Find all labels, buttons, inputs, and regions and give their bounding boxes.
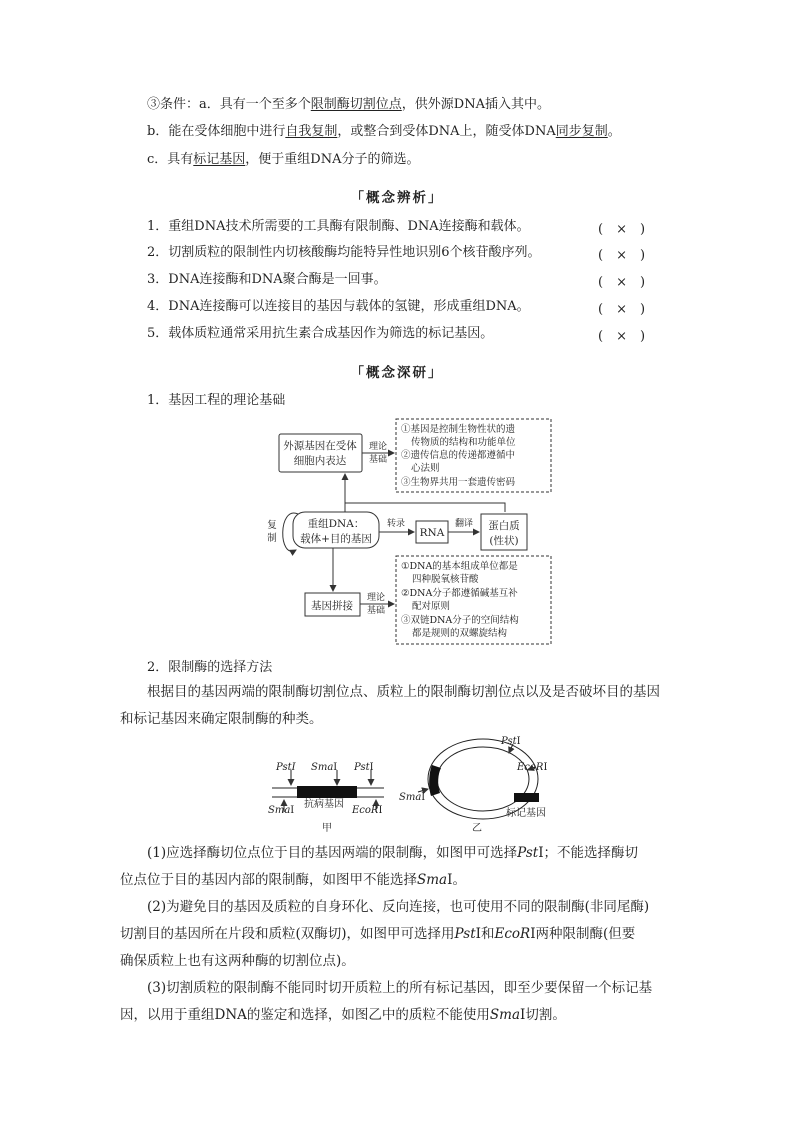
gene-label: 抗病基因 bbox=[304, 799, 344, 810]
condition-c: c．具有标记基因，便于重组DNA分子的筛选。 bbox=[147, 152, 420, 167]
site-ecor: EcoRⅠ bbox=[352, 805, 383, 816]
subheading-method: 2．限制酶的选择方法 bbox=[147, 660, 273, 675]
section-heading-research: 「概念深研」 bbox=[350, 365, 444, 381]
site-pst: PstⅠ bbox=[501, 736, 521, 747]
analysis-mark: ( × ) bbox=[598, 248, 646, 263]
condition-a: ③条件：a．具有一个至多个限制酶切割位点，供外源DNA插入其中。 bbox=[147, 97, 550, 112]
top-note-line: ③生物界共用一套遗传密码 bbox=[401, 477, 516, 488]
figure-label-yi: 乙 bbox=[472, 823, 482, 834]
subheading-theory: 1．基因工程的理论基础 bbox=[147, 393, 286, 408]
bottom-note-line: 四种脱氧核苷酸 bbox=[412, 574, 479, 585]
underlined-term: 限制酶切割位点 bbox=[310, 97, 402, 112]
analysis-item: 1．重组DNA技术所需要的工具酶有限制酶、DNA连接酶和载体。 bbox=[147, 219, 530, 234]
rna-text: RNA bbox=[419, 527, 445, 539]
basis-label: 基础 bbox=[368, 455, 388, 465]
section-heading-analysis: 「概念辨析」 bbox=[350, 190, 444, 206]
transcribe-label: 转录 bbox=[386, 519, 406, 529]
paragraph-2: (2)为避免目的基因及质粒的自身环化、反向连接，也可使用不同的限制酶(非同尾酶) 切割目的基因所在片段和质粒(双酶切)，如图甲可选择用PstⅠ和EcoRⅠ两种限制酶(但要 确保质粒上也有这两种酶的切割位点)。 bbox=[120, 899, 650, 969]
condition-b: b．能在受体细胞中进行自我复制，或整合到受体DNA上，随受体DNA同步复制。 bbox=[147, 124, 621, 139]
site-sma: SmaⅠ bbox=[268, 805, 295, 816]
theory-label: 理论 bbox=[368, 442, 388, 452]
disease-resistance-gene-bar bbox=[297, 786, 357, 798]
analysis-item: 3．DNA连接酶和DNA聚合酶是一回事。 bbox=[147, 272, 387, 287]
analysis-mark: ( × ) bbox=[598, 302, 646, 317]
analysis-mark: ( × ) bbox=[598, 222, 646, 237]
translate-label: 翻译 bbox=[454, 519, 474, 529]
intro-paragraph bbox=[120, 679, 675, 733]
underlined-term: 自我复制 bbox=[285, 124, 338, 139]
paragraph-1: (1)应选择酶切位点位于目的基因两端的限制酶，如图甲可选择PstⅠ；不能选择酶切 位点位于目的基因内部的限制酶，如图甲不能选择SmaⅠ。 bbox=[120, 845, 639, 888]
plasmid-marker-segment bbox=[429, 765, 441, 796]
bottom-note-line: ①DNA的基本组成单位都是 bbox=[401, 561, 518, 572]
underlined-term: 标记基因 bbox=[193, 152, 246, 167]
intro-line: 和标记基因来确定限制酶的种类。 bbox=[120, 711, 323, 727]
top-note-line: 心法则 bbox=[411, 463, 440, 474]
top-note-line: ①基因是控制生物性状的遗 bbox=[401, 424, 516, 435]
recomb-text-2: 载体+目的基因 bbox=[300, 533, 372, 545]
analysis-item: 4．DNA连接酶可以连接目的基因与载体的氢键，形成重组DNA。 bbox=[147, 299, 530, 314]
analysis-mark: ( × ) bbox=[598, 329, 646, 344]
splice-text: 基因拼接 bbox=[311, 600, 353, 612]
basis-label: 基础 bbox=[366, 606, 386, 616]
analysis-item: 2．切割质粒的限制性内切核酸酶均能特异性地识别6个核苷酸序列。 bbox=[147, 245, 541, 260]
bottom-note-line: ②DNA分子都遵循碱基互补 bbox=[401, 588, 518, 599]
paragraph-3: (3)切割质粒的限制酶不能同时切开质粒上的所有标记基因，即至少要保留一个标记基 因，以用于重组DNA的鉴定和选择，如图乙中的质粒不能使用SmaⅠ切割。 bbox=[120, 980, 653, 1023]
site-pst: PstⅠ bbox=[276, 762, 296, 773]
recomb-text-1: 重组DNA： bbox=[307, 518, 365, 530]
underlined-term: 同步复制 bbox=[555, 124, 608, 139]
top-note-line: 传物质的结构和功能单位 bbox=[411, 437, 516, 448]
intro-line: 根据目的基因两端的限制酶切割位点、质粒上的限制酶切割位点以及是否破坏目的基因 bbox=[147, 684, 660, 700]
theory-label: 理论 bbox=[366, 593, 386, 603]
express-text-2: 细胞内表达 bbox=[293, 455, 347, 467]
replicate-label: 复 bbox=[267, 520, 277, 531]
figure-label-jia: 甲 bbox=[322, 823, 332, 834]
protein-text-2: (性状) bbox=[489, 535, 519, 547]
protein-text-1: 蛋白质 bbox=[488, 520, 520, 532]
site-sma: SmaⅠ bbox=[311, 762, 338, 773]
site-sma: SmaⅠ bbox=[399, 792, 426, 803]
site-ecor: EcoRⅠ bbox=[517, 762, 548, 773]
plasmid-outer bbox=[428, 739, 538, 819]
analysis-mark: ( × ) bbox=[598, 275, 646, 290]
marker-gene-swatch bbox=[514, 793, 539, 802]
site-pst: PstⅠ bbox=[354, 762, 374, 773]
marker-gene-label: 标记基因 bbox=[506, 808, 546, 819]
top-note-line: ②遗传信息的传递都遵循中 bbox=[401, 450, 516, 461]
analysis-item: 5．载体质粒通常采用抗生素合成基因作为筛选的标记基因。 bbox=[147, 326, 494, 341]
replicate-label: 制 bbox=[267, 533, 277, 544]
bottom-note-line: 都是规则的双螺旋结构 bbox=[412, 628, 508, 639]
bottom-note-line: ③双链DNA分子的空间结构 bbox=[401, 615, 519, 626]
bottom-note-line: 配对原则 bbox=[412, 601, 451, 612]
express-text-1: 外源基因在受体 bbox=[283, 440, 357, 452]
